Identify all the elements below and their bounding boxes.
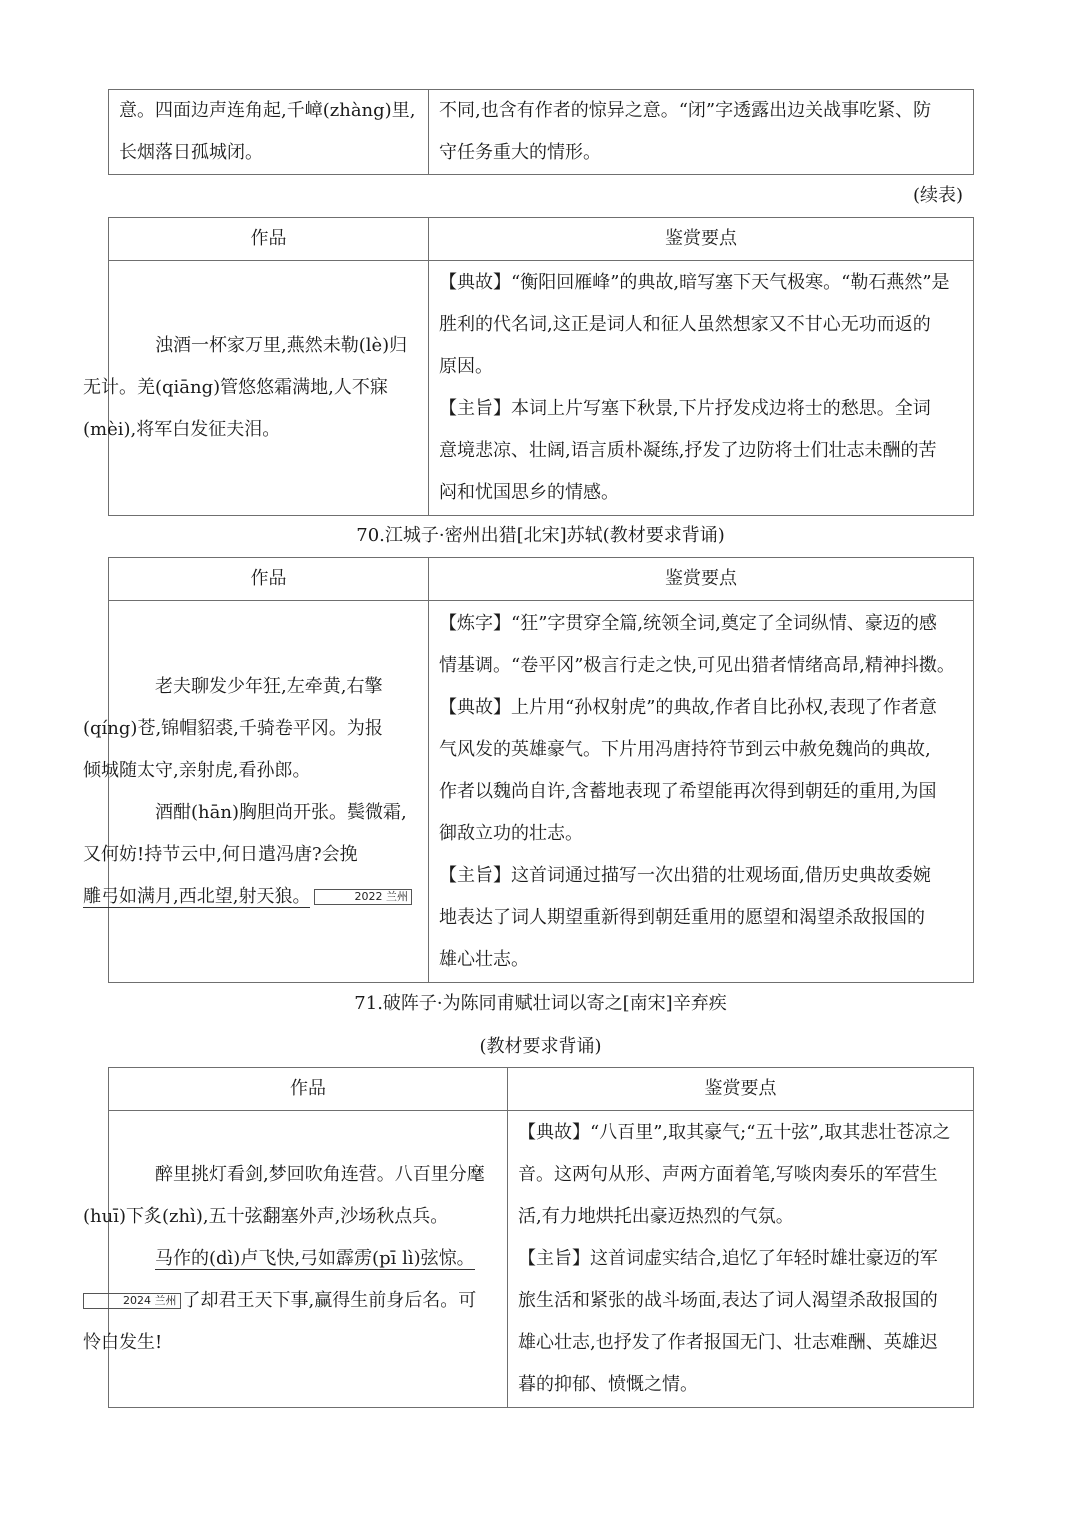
section-subtitle-71: (教材要求背诵) xyxy=(479,1036,602,1057)
poem-paragraph: 酒酣(hān)胸胆尚开张。鬓微霜, 又何妨!持节云中,何日遣冯唐?会挽 雕弓如满月,西北望,射天狼。 2022 兰州 xyxy=(119,792,420,918)
poem-line: 意。四面边声连角起,千嶂(zhàng)里, xyxy=(119,100,416,121)
header-points: 鉴赏要点 xyxy=(429,218,974,261)
section-title-70: 70.江城子·密州出猎[北宋]苏轼(教材要求背诵) xyxy=(356,525,725,546)
table-continued-top xyxy=(108,89,974,175)
header-points: 鉴赏要点 xyxy=(429,558,974,601)
point-allusion: 【典故】“衡阳回雁峰”的典故,暗写塞下天气极寒。“勒石燕然”是 胜利的代名词,这正是词人和征人虽然想家又不甘心无功而返的 原因。 xyxy=(439,272,950,377)
poem-paragraph: 马作的(dì)卢飞快,弓如霹雳(pī lì)弦惊。 2024 兰州 了却君王天下事,赢得生前身后名。可 怜白发生! xyxy=(83,1248,477,1353)
point-word: 【炼字】“狂”字贯穿全篇,统领全词,奠定了全词纵情、豪迈的感 情基调。“卷平冈”极言行走之快,可见出猎者情绪高昂,精神抖擞。 xyxy=(439,612,955,676)
appreciation-line: 不同,也含有作者的惊异之意。“闭”字透露出边关战事吃紧、防 xyxy=(439,100,932,121)
point-theme: 【主旨】这首词虚实结合,追忆了年轻时雄壮豪迈的军 旅生活和紧张的战斗场面,表达了词人渴望杀敌报国的 雄心壮志,也抒发了作者报国无门、壮志难酬、英雄迟 暮的抑郁、愤慨之情。 xyxy=(518,1248,938,1395)
point-allusion: 【典故】“八百里”,取其豪气;“五十弦”,取其悲壮苍凉之 音。这两句从形、声两方面着笔,写啖肉奏乐的军营生 活,有力地烘托出豪迈热烈的气氛。 xyxy=(518,1122,951,1227)
appreciation-cell xyxy=(429,261,974,516)
header-work: 作品 xyxy=(109,558,429,601)
section-title-71: 71.破阵子·为陈同甫赋壮词以寄之[南宋]辛弃疾 xyxy=(354,993,727,1014)
appreciation-cell xyxy=(429,601,974,983)
poem-cell xyxy=(83,261,429,516)
poem-paragraph: 醉里挑灯看剑,梦回吹角连营。八百里分麾 (huī)下炙(zhì),五十弦翻塞外声,沙场秋点兵。 xyxy=(83,1164,485,1227)
exam-underline: 雕弓如满月,西北望,射天狼。 xyxy=(83,885,311,907)
appreciation-line: 守任务重大的情形。 xyxy=(439,142,601,163)
exam-tag: 2024 兰州 xyxy=(83,1293,181,1309)
table-fanzhong xyxy=(83,217,974,516)
poem-paragraph: 浊酒一杯家万里,燕然未勒(lè)归 无计。羌(qiāng)管悠悠霜满地,人不寐 (mèi),将军白发征夫泪。 xyxy=(83,335,408,440)
header-work: 作品 xyxy=(109,1068,508,1111)
poem-cell xyxy=(83,601,429,983)
appreciation-cell xyxy=(429,90,974,175)
poem-paragraph: 老夫聊发少年狂,左牵黄,右擎 (qíng)苍,锦帽貂裘,千骑卷平冈。为报 倾城随太守,亲射虎,看孙郎。 xyxy=(83,675,383,781)
exam-tag: 2022 兰州 xyxy=(314,889,412,905)
point-allusion: 【典故】上片用“孙权射虎”的典故,作者自比孙权,表现了作者意 气风发的英雄豪气。下片用冯唐持符节到云中赦免魏尚的典故, 作者以魏尚自许,含蓄地表现了希望能再次得到朝廷的重用,为国 御敌立功的壮志。 xyxy=(439,696,937,844)
appreciation-cell xyxy=(508,1111,974,1408)
poem-cell xyxy=(109,90,429,175)
table-71 xyxy=(83,1067,974,1408)
header-work: 作品 xyxy=(109,218,429,261)
point-theme: 【主旨】本词上片写塞下秋景,下片抒发戍边将士的愁思。全词 意境悲凉、壮阔,语言质朴凝练,抒发了边防将士们壮志未酬的苦 闷和忧国思乡的情感。 xyxy=(439,398,937,503)
poem-line: 长烟落日孤城闭。 xyxy=(119,142,263,163)
continued-label: (续表) xyxy=(912,185,963,206)
header-points: 鉴赏要点 xyxy=(508,1068,974,1111)
point-theme: 【主旨】这首词通过描写一次出猎的壮观场面,借历史典故委婉 地表达了词人期望重新得到朝廷重用的愿望和渴望杀敌报国的 雄心壮志。 xyxy=(439,864,931,970)
poem-cell xyxy=(83,1111,508,1408)
table-70 xyxy=(83,557,974,983)
exam-underline: 马作的(dì)卢飞快,弓如霹雳(pī lì)弦惊。 xyxy=(155,1248,475,1269)
